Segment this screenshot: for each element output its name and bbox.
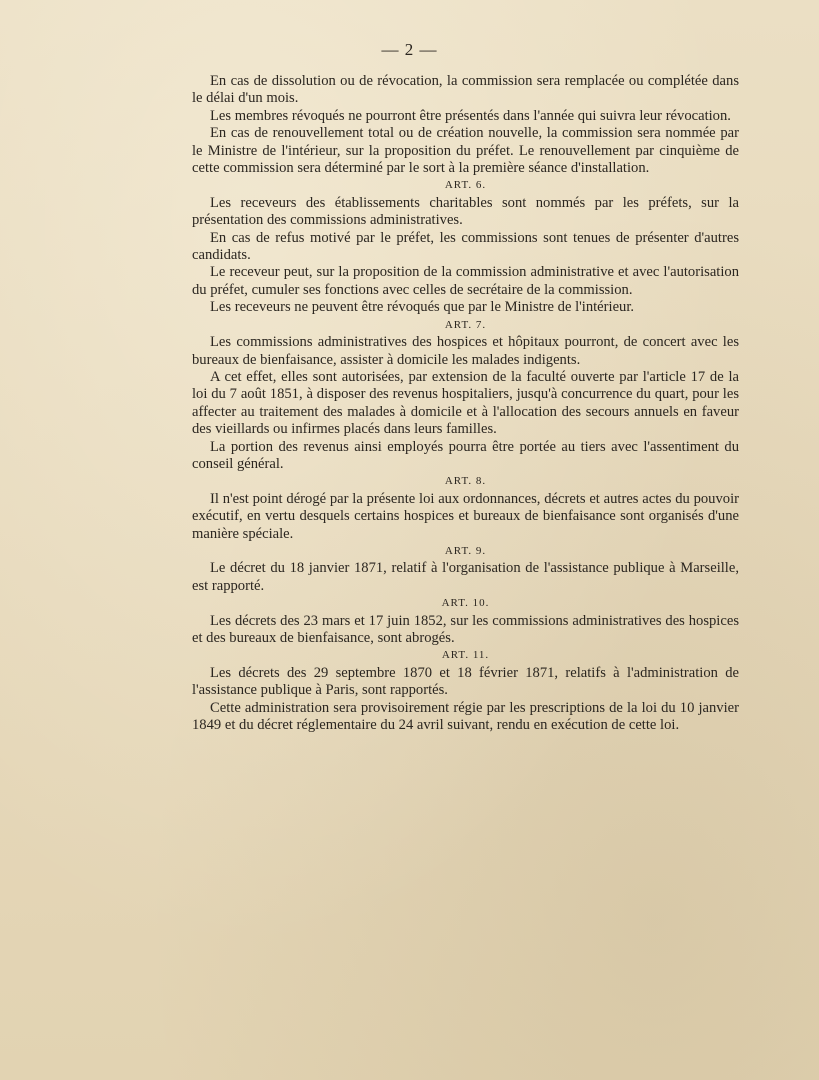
article-heading: ART. 10. bbox=[441, 597, 490, 610]
article-heading: ART. 6. bbox=[444, 179, 487, 192]
paragraph: Il n'est point dérogé par la présente loi aux ordonnances, décrets et autres actes du pouvoir exécutif, en vertu desquels certains hospices et bureaux de bienfaisance sont organisés d'une manière spéciale. bbox=[192, 490, 739, 542]
paragraph: Les receveurs des établissements charitables sont nommés par les préfets, sur la présentation des commissions administratives. bbox=[192, 194, 739, 229]
paragraph: Le décret du 18 janvier 1871, relatif à l'organisation de l'assistance publique à Marseille, est rapporté. bbox=[192, 560, 739, 594]
body-text bbox=[192, 73, 739, 734]
paragraph: La portion des revenus ainsi employés pourra être portée au tiers avec l'assentiment du conseil général. bbox=[192, 438, 739, 472]
paragraph: Cette administration sera provisoirement régie par les prescriptions de la loi du 10 janvier 1849 et du décret réglementaire du 24 avril suivant, rendu en exécution de cette loi. bbox=[192, 699, 739, 734]
paragraph: En cas de dissolution ou de révocation, la commission sera remplacée ou complétée dans le délai d'un mois. bbox=[192, 73, 739, 107]
paragraph: Les décrets des 23 mars et 17 juin 1852, sur les commissions administratives des hospices et des bureaux de bienfaisance, sont abrogés. bbox=[192, 612, 739, 646]
paragraph: En cas de refus motivé par le préfet, les commissions sont tenues de présenter d'autres candidats. bbox=[192, 229, 739, 264]
article-heading: ART. 8. bbox=[444, 475, 487, 488]
paragraph: Les décrets des 29 septembre 1870 et 18 février 1871, relatifs à l'administration de l'assistance publique à Paris, sont rapportés. bbox=[192, 664, 739, 699]
article-heading: ART. 7. bbox=[444, 318, 487, 331]
article-heading: ART. 11. bbox=[441, 649, 490, 662]
paragraph: Les receveurs ne peuvent être révoqués que par le Ministre de l'intérieur. bbox=[210, 299, 635, 316]
paragraph: A cet effet, elles sont autorisées, par extension de la faculté ouverte par l'article 17 de la loi du 7 août 1851, à disposer des revenus hospitaliers, jusqu'à concurrence du quart, pour les affecter au traitement des malades à domicile et à l'allocation des secours annuels en faveur des vieillards ou infirmes placés dans leurs familles. bbox=[192, 368, 739, 438]
paragraph: Les commissions administratives des hospices et hôpitaux pourront, de concert avec les bureaux de bienfaisance, assister à domicile les malades indigents. bbox=[192, 334, 739, 368]
paragraph: Le receveur peut, sur la proposition de la commission administrative et avec l'autorisation du préfet, cumuler ses fonctions avec celles de secrétaire de la commission. bbox=[192, 264, 739, 298]
paragraph: Les membres révoqués ne pourront être présentés dans l'année qui suivra leur révocation. bbox=[210, 107, 731, 124]
article-heading: ART. 9. bbox=[444, 544, 487, 557]
paragraph: En cas de renouvellement total ou de création nouvelle, la commission sera nommée par le Ministre de l'intérieur, sur la proposition du préfet. Le renouvellement par cinquième de cette commission sera déterminé par le sort à la première séance d'installation. bbox=[192, 125, 739, 177]
page-number: — 2 — bbox=[381, 40, 438, 59]
